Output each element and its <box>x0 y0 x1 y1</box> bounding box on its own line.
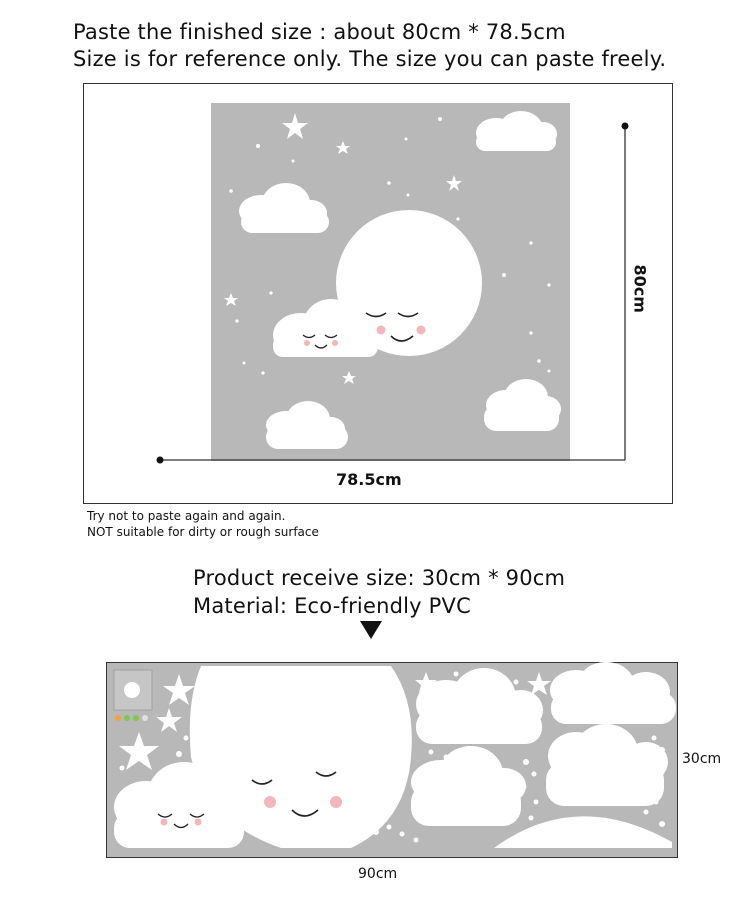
note-repaste: Try not to paste again and again. <box>87 509 286 523</box>
preview-width-label: 78.5cm <box>336 470 402 489</box>
arrow-down-icon <box>359 620 383 640</box>
product-width-label: 90cm <box>358 866 398 882</box>
size-reference-text: Size is for reference only. The size you can paste freely. <box>73 47 667 71</box>
finished-size-text: Paste the finished size : about 80cm * 78.5cm <box>73 20 566 44</box>
product-height-label: 30cm <box>682 751 722 767</box>
note-surface: NOT suitable for dirty or rough surface <box>87 525 319 539</box>
product-sheet-artwork <box>106 662 678 858</box>
preview-dimension-lines <box>150 118 636 470</box>
product-size-text: Product receive size: 30cm * 90cm <box>193 566 566 590</box>
material-text: Material: Eco-friendly PVC <box>193 594 471 618</box>
preview-height-label: 80cm <box>630 264 650 313</box>
